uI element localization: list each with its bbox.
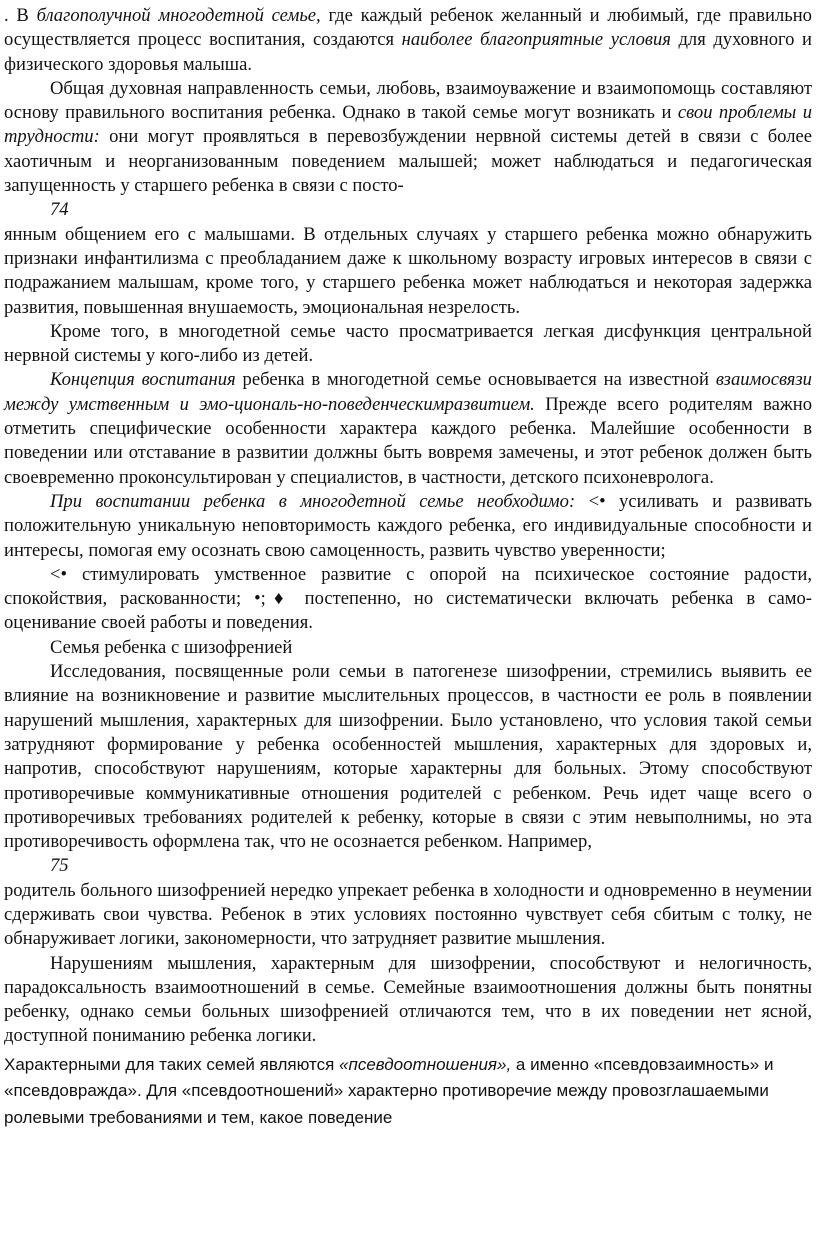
paragraph-3: янным общением его с малышами. В отдельных случаях у старшего ребенка можно обнаружить признаки инфантилизма с преобладанием даже к школьному возрасту игровых интересов в связи с подражанием малышам, кроме того, у старшего ребенка может наблюдаться и некоторая задержка развития, повышенная внушаемость, эмоциональная незрелость. xyxy=(4,223,812,318)
page-number: 74 xyxy=(50,199,69,221)
paragraph-8: Исследования, посвященные роли семьи в патогенезе шизофрении, стремились выявить ее влияние на возникновение и развитие мыслительных процессов, в частности ее роль в появлении нарушений мышления, характерных для шизофрении. Было установлено, что условия такой семьи затрудняют формирование у ребенка особенностей мышления, характерных для здоровых и, напротив, способствуют нарушениям, которые характерны для больных. Этому способствуют противоречивые коммуникативные отношения родителей с ребенком. Речь идет чаще всего о противоречивых требованиях родителей к ребенку, которые в связи с этим невыполнимы, но эта противоречивость оформлена так, что не осознается ребенком. Например, xyxy=(4,661,812,853)
section-heading: Семья ребенка с шизофренией xyxy=(50,636,293,658)
paragraph-4: Кроме того, в многодетной семье часто просматривается легкая дисфункция центральной нервной системы у кого-либо из детей. xyxy=(4,320,812,367)
paragraph-5: Концепция воспитания ребенка в многодетной семье основывается на известной взаимосвязи между умственным и эмо-циональ-но-поведенческимразвитием. Прежде всего родителям важно отметить специфические особенности характера каждого ребенка. Малейшие особенности в поведении или отставание в развитии должны быть вовремя замечены, и этот ребенок должен быть своевременно проконсультирован у специалистов, в частности, детского психоневролога. xyxy=(4,369,812,488)
page-number: 75 xyxy=(50,855,69,877)
paragraph-2: Общая духовная направленность семьи, любовь, взаимоуважение и взаимопомощь составляют основу правильного воспитания ребенка. Однако в такой семье могут возникать и свои проблемы и трудности: они могут проявляться в перевозбуждении нервной системы детей в связи с более хаотичным и неорганизованным поведением малышей; может наблюдаться и педагогическая запущенность у старшего ребенка в связи с посто- xyxy=(4,77,812,197)
paragraph-9: родитель больного шизофренией нередко упрекает ребенка в холодности и одновременно в неумении сдерживать свои чувства. Ребенок в этих условиях постоянно чувствует себя сбитым с толку, не обнаруживает логики, закономерности, что затрудняет развитие мышления. xyxy=(4,879,812,950)
paragraph-1: . В благополучной многодетной семье, где каждый ребенок желанный и любимый, где правильно осуществляется процесс воспитания, создаются наиболее благоприятные условия для духовного и физического здоровья малыша. xyxy=(4,5,812,75)
paragraph-7: <• стимулировать умственное развитие с опорой на психическое состояние радости, спокойствия, раскованности; •;♦ постепенно, но систематически включать ребенка в само-оценивание своей работы и поведения. xyxy=(4,563,812,634)
paragraph-11: Характерными для таких семей являются «псевдоотношения», а именно «псевдовзаимность» и «псевдовражда». Для «псевдоотношений» характерно противоречие между провозглашаемыми ролевыми требованиями и тем, какое поведение xyxy=(4,1054,774,1127)
paragraph-10: Нарушениям мышления, характерным для шизофрении, способствуют и нелогичность, парадоксальность взаимоотношений в семье. Семейные взаимоотношения должны быть понятны ребенку, однако семьи больных шизофренией отличаются тем, что в их поведении нет ясной, доступной пониманию ребенка логики. xyxy=(4,952,812,1047)
paragraph-6: При воспитании ребенка в многодетной семье необходимо: <• усиливать и развивать положительную уникальную неповторимость каждого ребенка, его индивидуальные способности и интересы, помогая ему осознать свою самоценность, развить чувство уверенности; xyxy=(4,490,812,561)
